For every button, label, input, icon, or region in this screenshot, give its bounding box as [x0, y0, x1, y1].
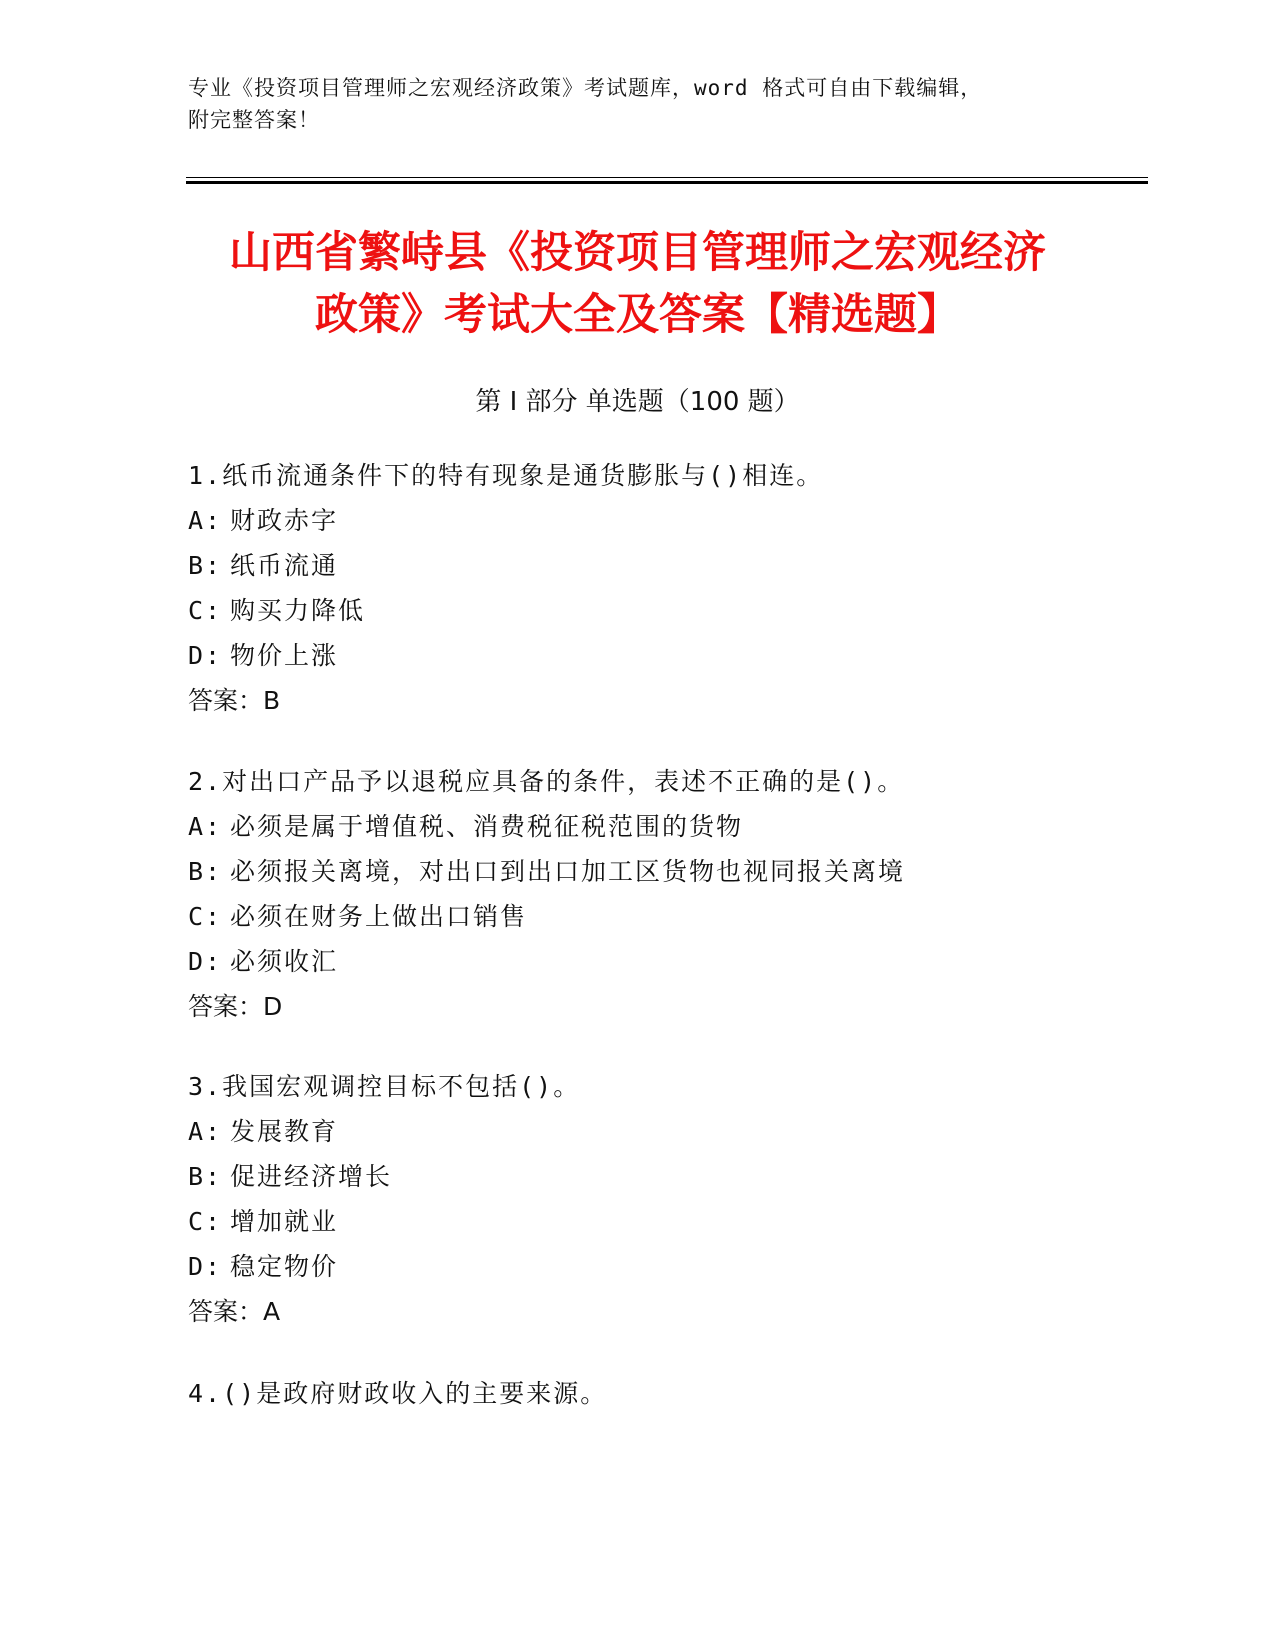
- option-c: [188, 894, 1138, 939]
- option-text: 必须报关离境，对出口到出口加工区货物也视同报关离境: [230, 857, 906, 886]
- section-title: 第 I 部分 单选题（100 题）: [475, 387, 800, 417]
- option-letter: A:: [188, 506, 223, 535]
- option-d: [188, 633, 1138, 678]
- answer: 答案：B: [188, 686, 281, 715]
- option-a: [188, 804, 1138, 849]
- option-letter: D:: [188, 1252, 223, 1281]
- option-letter: C:: [188, 596, 223, 625]
- option-b: [188, 543, 1138, 588]
- option-letter: D:: [188, 641, 223, 670]
- option-text: 必须是属于增值税、消费税征税范围的货物: [230, 812, 744, 841]
- option-letter: B:: [188, 551, 223, 580]
- option-text: 财政赤字: [230, 506, 339, 535]
- question-3: [188, 1064, 1138, 1334]
- option-text: 稳定物价: [230, 1252, 339, 1281]
- option-text: 必须在财务上做出口销售: [230, 902, 528, 931]
- option-letter: D:: [188, 947, 223, 976]
- answer: 答案：D: [188, 992, 283, 1021]
- header-note-line-2: 附完整答案！: [188, 108, 320, 132]
- option-text: 发展教育: [230, 1117, 339, 1146]
- option-text: 纸币流通: [230, 551, 339, 580]
- header-divider-thick: [186, 181, 1148, 184]
- option-a: [188, 498, 1138, 543]
- question-text: 4.()是政府财政收入的主要来源。: [188, 1379, 608, 1408]
- option-text: 增加就业: [230, 1207, 339, 1236]
- option-letter: C:: [188, 902, 223, 931]
- option-letter: A:: [188, 1117, 223, 1146]
- document-title-line-1: 山西省繁峙县《投资项目管理师之宏观经济: [229, 228, 1046, 278]
- header-divider-thin: [186, 177, 1148, 178]
- option-letter: B:: [188, 857, 223, 886]
- option-c: [188, 1199, 1138, 1244]
- option-d: [188, 1244, 1138, 1289]
- option-letter: C:: [188, 1207, 223, 1236]
- question-text: 3.我国宏观调控目标不包括()。: [188, 1072, 581, 1101]
- option-b: [188, 1154, 1138, 1199]
- option-d: [188, 939, 1138, 984]
- option-text: 必须收汇: [230, 947, 339, 976]
- option-a: [188, 1109, 1138, 1154]
- option-letter: B:: [188, 1162, 223, 1191]
- option-text: 物价上涨: [230, 641, 339, 670]
- question-text: 1.纸币流通条件下的特有现象是通货膨胀与()相连。: [188, 461, 824, 490]
- option-text: 促进经济增长: [230, 1162, 393, 1191]
- option-text: 购买力降低: [230, 596, 366, 625]
- document-title-line-2: 政策》考试大全及答案【精选题】: [315, 290, 960, 340]
- header-note: [188, 72, 1088, 136]
- answer: 答案：A: [188, 1297, 281, 1326]
- header-note-line-1: 专业《投资项目管理师之宏观经济政策》考试题库，word 格式可自由下载编辑，: [188, 76, 983, 100]
- option-letter: A:: [188, 812, 223, 841]
- option-c: [188, 588, 1138, 633]
- question-2: [188, 759, 1138, 1029]
- question-text: 2.对出口产品予以退税应具备的条件，表述不正确的是()。: [188, 767, 905, 796]
- document-title: [160, 222, 1115, 346]
- option-b: [188, 849, 1138, 894]
- question-4: [188, 1371, 1138, 1416]
- question-1: [188, 453, 1138, 723]
